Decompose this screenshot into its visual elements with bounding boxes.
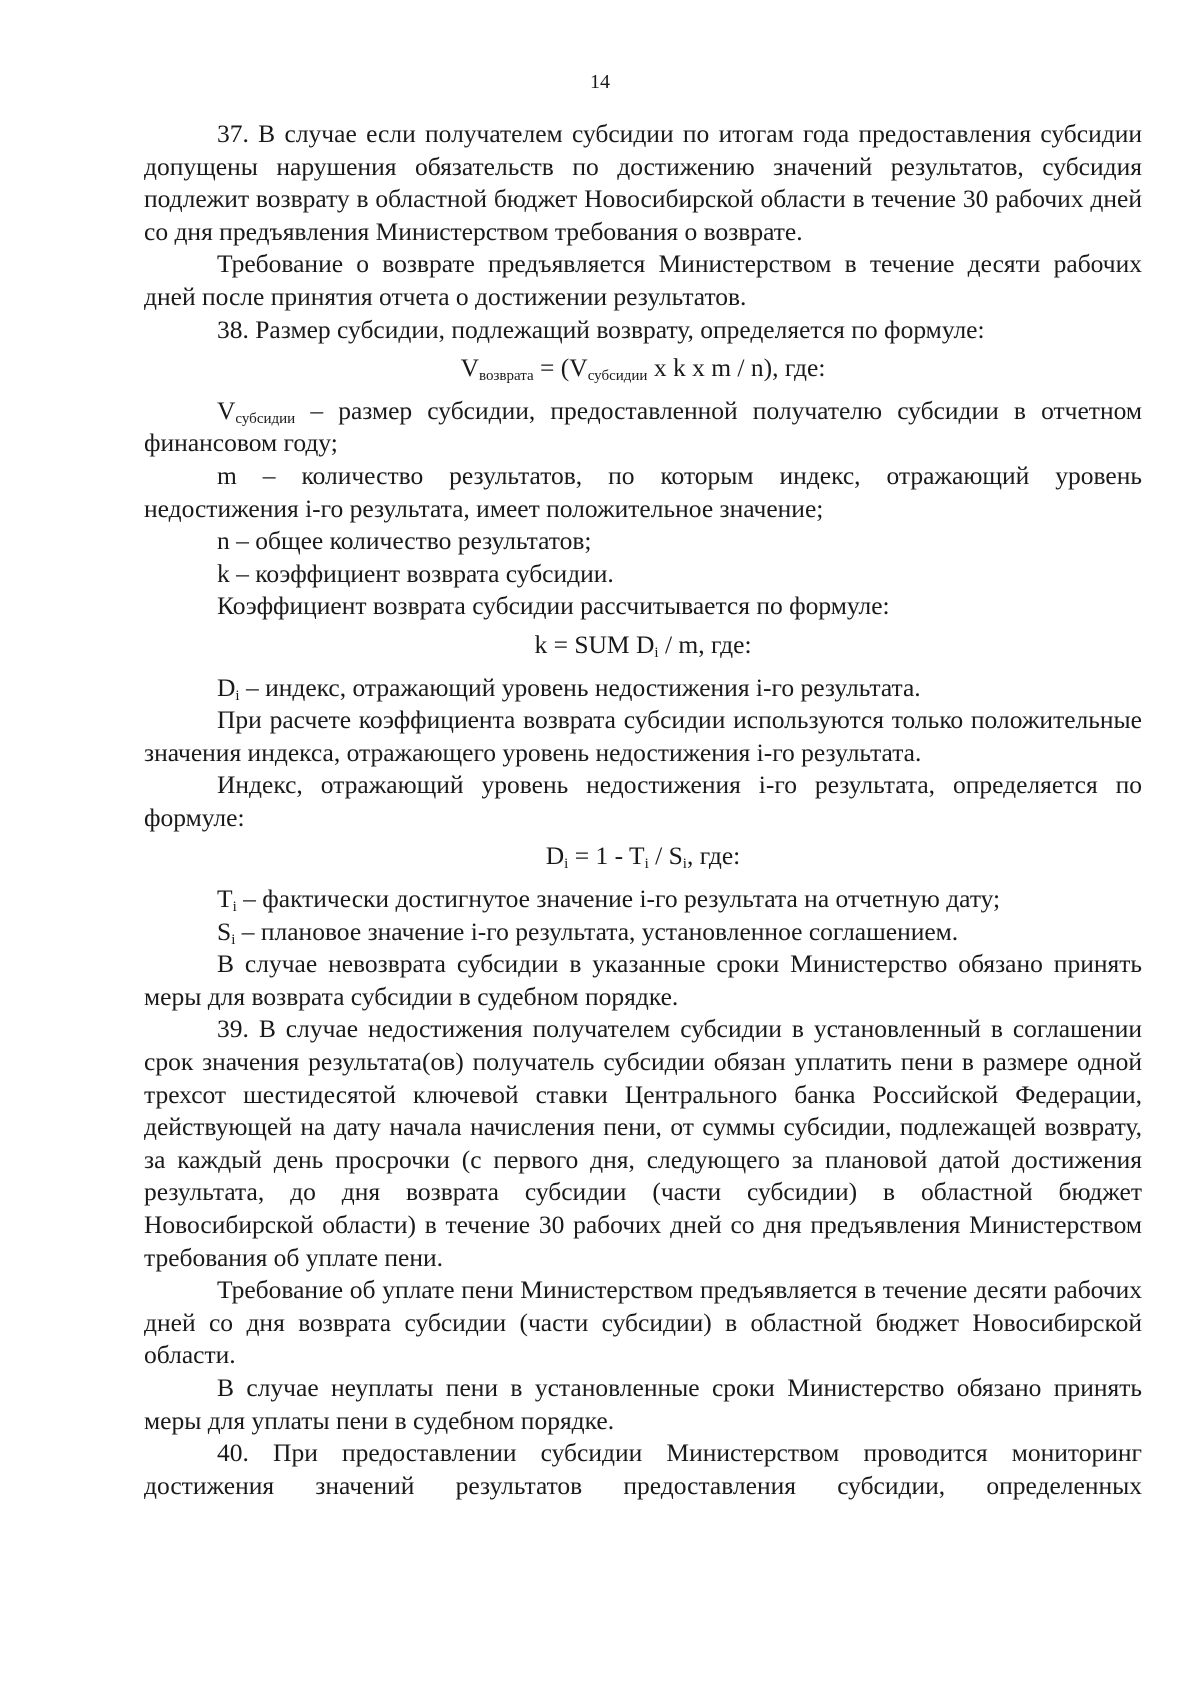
definition-subscript: субсидии xyxy=(235,410,296,427)
formula-text: / m, где: xyxy=(658,629,752,659)
formula-text: / S xyxy=(648,841,683,871)
definition-subscript: i xyxy=(235,687,240,704)
definition-d xyxy=(144,672,1142,705)
definition-symbol: T xyxy=(217,884,233,914)
court-return-paragraph: В случае невозврата субсидии в указанные сроки Министерство обязано принять меры для возврата субсидии в судебном порядке. xyxy=(144,949,1142,1011)
formula-subscript: субсидии xyxy=(587,368,648,385)
formula-text: x k x m / n), где: xyxy=(647,353,826,383)
definition-symbol: V xyxy=(217,395,236,425)
formula-subscript: i xyxy=(654,644,659,661)
definition-s xyxy=(144,916,1142,949)
paragraph-39: 39. В случае недостижения получателем субсидии в установленный в соглашении срок значения результата(ов) получатель субсидии обязан уплатить пени в размере одной трехсот шестидесятой ключевой ставки Центрального банка Российской Федерации, действующей на дату начала начисления пени, от суммы субсидии, подлежащей возврату, за каждый день просрочки (с первого дня, следующего за плановой датой достижения результата, до дня возврата субсидии (части субсидии) в областной бюджет Новосибирской области) в течение 30 рабочих дней со дня предъявления Министерством требования об уплате пени. xyxy=(144,1014,1142,1272)
definition-n: n – общее количество результатов; xyxy=(217,526,592,556)
document-body xyxy=(144,118,1142,1502)
formula-return-amount xyxy=(144,352,1142,385)
definition-t xyxy=(144,883,1142,916)
paragraph-40: 40. При предоставлении субсидии Министерством проводится мониторинг достижения значений результатов предоставления субсидии, определенных xyxy=(144,1438,1142,1500)
paragraph-37-requirement: Требование о возврате предъявляется Министерством в течение десяти рабочих дней после принятия отчета о достижении результатов. xyxy=(144,249,1142,311)
index-intro: Индекс, отражающий уровень недостижения i-го результата, определяется по формуле: xyxy=(144,770,1142,832)
formula-subscript: i xyxy=(682,856,687,873)
definition-subscript: i xyxy=(232,899,237,916)
formula-index xyxy=(144,840,1142,873)
paragraph-38: 38. Размер субсидии, подлежащий возврату, определяется по формуле: xyxy=(217,314,985,344)
definition-text: – плановое значение i-го результата, установленное соглашением. xyxy=(235,916,959,946)
page-number: 14 xyxy=(590,71,610,93)
formula-text: , где: xyxy=(686,841,741,871)
definition-m: m – количество результатов, по которым индекс, отражающий уровень недостижения i-го результата, имеет положительное значение; xyxy=(144,460,1142,523)
formula-text: = 1 - T xyxy=(568,841,645,871)
positive-values-note: При расчете коэффициента возврата субсидии используются только положительные значения индекса, отражающего уровень недостижения i-го результата. xyxy=(144,705,1142,767)
formula-text: k = SUM D xyxy=(534,629,655,659)
formula-subscript: i xyxy=(644,856,649,873)
definition-text: – фактически достигнутое значение i-го результата на отчетную дату; xyxy=(236,884,1001,914)
coefficient-intro: Коэффициент возврата субсидии рассчитывается по формуле: xyxy=(217,591,890,621)
definition-v-subsidy xyxy=(144,395,1142,460)
formula-subscript: возврата xyxy=(478,368,534,385)
definition-k: k – коэффициент возврата субсидии. xyxy=(217,558,614,588)
formula-text: = (V xyxy=(533,353,588,383)
definition-text: – размер субсидии, предоставленной получателю субсидии в отчетном финансовом году; xyxy=(144,395,1142,458)
formula-symbol: D xyxy=(545,841,565,871)
paragraph-39-requirement: Требование об уплате пени Министерством предъявляется в течение десяти рабочих дней со дня возврата субсидии (части субсидии) в областной бюджет Новосибирской области. xyxy=(144,1275,1142,1370)
definition-symbol: S xyxy=(217,916,232,946)
definition-subscript: i xyxy=(231,931,236,948)
formula-subscript: i xyxy=(564,856,569,873)
formula-symbol: V xyxy=(460,353,479,383)
paragraph-37: 37. В случае если получателем субсидии по итогам года предоставления субсидии допущены нарушения обязательств по достижению значений результатов, субсидия подлежит возврату в областной бюджет Новосибирской области в течение 30 рабочих дней со дня предъявления Министерством требования о возврате. xyxy=(144,119,1142,246)
definition-symbol: D xyxy=(217,672,236,702)
definition-text: – индекс, отражающий уровень недостижения i-го результата. xyxy=(239,672,921,702)
paragraph-39-court: В случае неуплаты пени в установленные сроки Министерство обязано принять меры для уплаты пени в судебном порядке. xyxy=(144,1372,1142,1435)
formula-coefficient xyxy=(144,629,1142,662)
